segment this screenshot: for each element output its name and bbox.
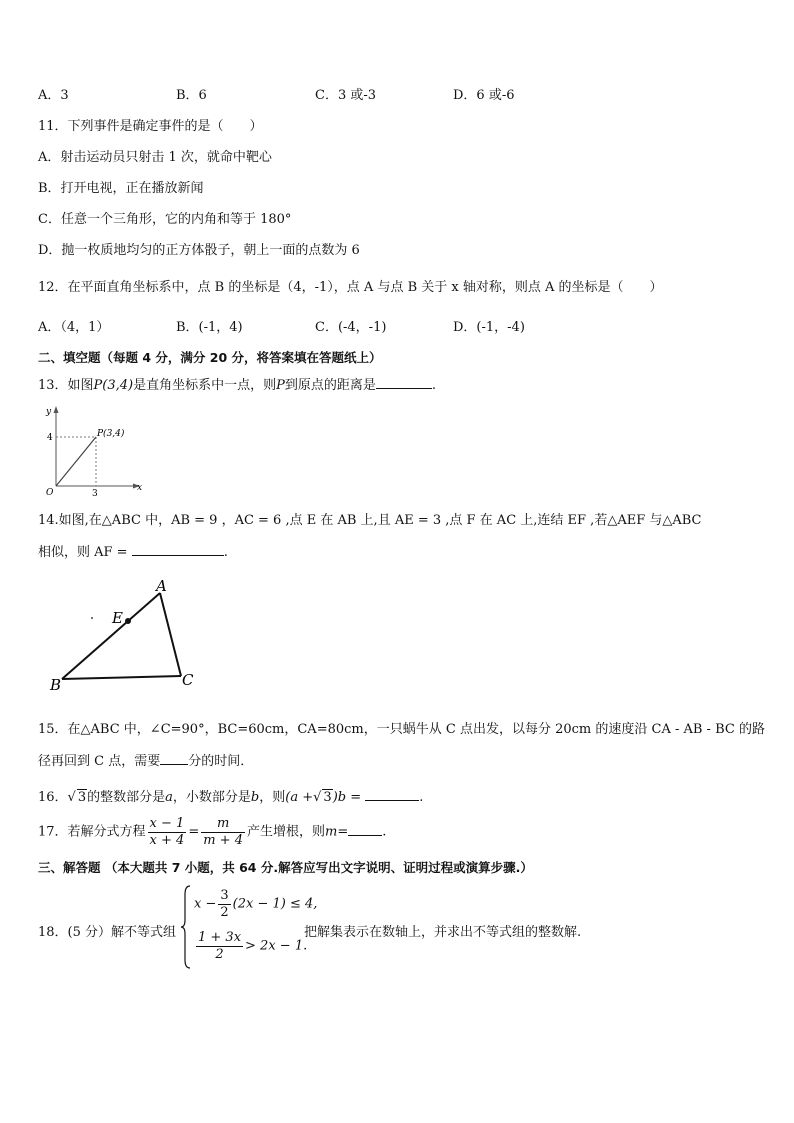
q15-line-2 <box>38 750 253 769</box>
q10-option-c: C．3 或-3 <box>315 88 377 103</box>
q13-point-label: P(3,4) <box>97 429 125 439</box>
q18-ineq1-fraction: $\frac{3}{2}$ <box>220 888 229 920</box>
q16-number: 16． <box>38 790 68 805</box>
sqrt-symbol: √ <box>313 790 322 805</box>
q18-ineq2-fraction: $\frac{1 + 3x}{2}$ <box>198 930 242 962</box>
q18-inequality-1 <box>194 888 317 920</box>
q14-vertex-c: C <box>182 671 194 689</box>
q14-line-2-text: 相似，则 AF = <box>38 545 128 560</box>
q17-answer-blank[interactable] <box>348 834 382 836</box>
q17-equals: = <box>188 824 200 840</box>
q10-option-d: D．6 或-6 <box>453 88 515 103</box>
q13-y-tick: 4 <box>47 433 53 443</box>
q12-option-c: C．(-4，-1) <box>315 320 387 335</box>
q17-eqsign: = <box>337 824 349 840</box>
q14-vertex-b: B <box>50 676 62 694</box>
q13-origin-label: O <box>46 488 54 498</box>
q15-line-1: 15．在△ABC 中，∠C=90°，BC=60cm，CA=80cm，一只蜗牛从 C 点出发，以每分 20cm 的速度沿 CA - AB - BC 的路 <box>38 722 765 737</box>
q17-fraction-2: $\frac{m}{m + 4}$ <box>203 816 243 848</box>
q13-answer-blank[interactable] <box>376 387 432 389</box>
q16-answer-blank[interactable] <box>365 799 419 801</box>
q16-text-1: 的整数部分是 <box>87 790 166 805</box>
q10-option-a: A．3 <box>38 88 69 103</box>
q14-end: . <box>223 545 228 560</box>
q16-expr-open: (a + <box>285 790 314 805</box>
q14-line-2 <box>38 541 228 560</box>
q14-line-1: 14.如图,在△ABC 中，AB = 9 ，AC = 6 ,点 E 在 AB 上,且 AE = 3 ,点 F 在 AC 上,连结 EF ,若△AEF 与△ABC <box>38 513 702 528</box>
q15-line-2b: 分的时间． <box>188 754 254 769</box>
q12-stem: 12．在平面直角坐标系中，点 B 的坐标是（4，-1），点 A 与点 B 关于 x 轴对称，则点 A 的坐标是（ ） <box>38 280 663 295</box>
q15-line-2a: 径再回到 C 点，需要 <box>38 754 161 769</box>
q14-answer-blank[interactable] <box>132 554 224 556</box>
q15-answer-blank[interactable] <box>160 763 188 765</box>
q13-x-axis-label: x <box>137 483 143 493</box>
q12-option-d: D．(-1，-4) <box>453 320 525 335</box>
q18-ineq1-post: (2x − 1) ≤ 4, <box>232 896 318 912</box>
q11-option-c: C．任意一个三角形，它的内角和等于 180° <box>38 212 292 227</box>
q18-brace <box>180 884 192 970</box>
q17-var: m <box>325 824 338 840</box>
q18-tail: 把解集表示在数轴上，并求出不等式组的整数解. <box>304 925 582 940</box>
q13-lead: 13．如图 <box>38 378 94 393</box>
q16-var-a: a <box>165 790 173 805</box>
q11-option-d: D．抛一枚质地均匀的正方体骰子，朝上一面的点数为 6 <box>38 243 360 258</box>
q16-end: . <box>419 790 424 805</box>
q16-var-b: b <box>250 790 260 805</box>
q17-mid: 产生增根，则 <box>246 824 325 840</box>
q11-option-b: B．打开电视，正在播放新闻 <box>38 181 204 196</box>
q14-triangle-figure <box>40 575 210 695</box>
q18-ineq1-pre: x − <box>194 896 217 912</box>
q18-inequality-2 <box>194 930 307 962</box>
q17-stem <box>38 816 386 848</box>
q13-point: P(3,4) <box>93 378 134 393</box>
sqrt-symbol: √ <box>67 790 76 805</box>
q16-expr-close: )b = <box>332 790 362 805</box>
q13-x-tick: 3 <box>92 489 98 498</box>
q13-end: . <box>431 378 437 393</box>
q16-stem <box>38 786 423 805</box>
q16-text-2: ，小数部分是 <box>172 790 251 805</box>
q13-stem <box>38 374 436 393</box>
q17-lead: 17．若解分式方程 <box>38 824 146 840</box>
q13-coordinate-figure <box>36 402 146 498</box>
q17-fraction-1: $\frac{x - 1}{x + 4}$ <box>149 816 185 848</box>
q13-y-axis-label: y <box>46 407 52 417</box>
q16-radicand: 3 <box>77 790 87 805</box>
q17-end: . <box>382 824 387 840</box>
q11-stem: 11．下列事件是确定事件的是（ ） <box>38 119 263 134</box>
q13-var: P <box>276 378 285 393</box>
q18-ineq2-post: > 2x − 1. <box>245 938 308 954</box>
q12-option-b: B．(-1，4) <box>176 320 243 335</box>
q18-lead: 18．(5 分）解不等式组 <box>38 925 177 940</box>
section-3-heading: 三、解答题 （本大题共 7 小题，共 64 分.解答应写出文字说明、证明过程或演算步骤.） <box>38 860 533 875</box>
q12-option-a: A．（4，1） <box>38 320 110 335</box>
q14-vertex-a: A <box>156 577 167 595</box>
q16-text-3: ，则 <box>259 790 286 805</box>
section-2-heading: 二、填空题（每题 4 分，满分 20 分，将答案填在答题纸上） <box>38 350 382 365</box>
q10-option-b: B．6 <box>176 88 207 103</box>
q16-expr-radicand: 3 <box>323 790 332 805</box>
q13-tail: 到原点的距离是 <box>284 378 376 393</box>
q14-point-e: E <box>112 609 123 627</box>
q13-rest: 是直角坐标系中一点，则 <box>133 378 277 393</box>
q11-option-a: A．射击运动员只射击 1 次，就命中靶心 <box>38 150 272 165</box>
